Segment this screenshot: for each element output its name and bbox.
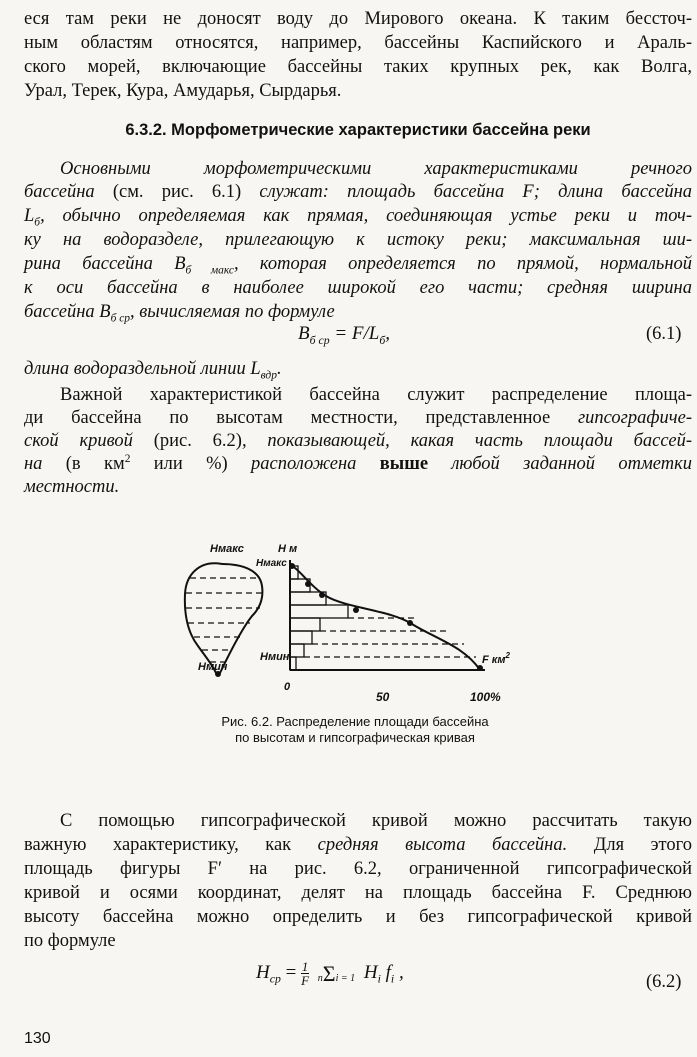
text-line: Важной характеристикой бассейна служит распределение площа- (60, 385, 692, 405)
tick-50: 50 (376, 690, 390, 704)
sum-upper: n (317, 972, 323, 984)
text-span: . (276, 359, 282, 379)
label-hmin-axis: Hмин (260, 651, 290, 663)
label-hmax-axis: Hмакс (256, 558, 287, 569)
formula-6-1 (298, 322, 390, 346)
subscript: б макс (185, 264, 234, 277)
formula-part: = F/L (329, 323, 380, 344)
subscript: б ср (110, 312, 131, 325)
text-line: кривой и осями координат, делят на площадь бассейна F. Среднюю (24, 883, 692, 903)
text-span: (рис. 6.2) (132, 431, 242, 451)
text-line: местности. (24, 477, 120, 497)
label-f-km (482, 651, 511, 666)
label-f-text: F км (482, 654, 506, 666)
label-f-sup: 2 (505, 651, 510, 660)
text-span: , обычно определяемая как прямая, соединяющая устье реки и точ- (40, 206, 692, 226)
curve-points (289, 563, 483, 671)
text-span: ской кривой (24, 431, 133, 451)
text-line (24, 430, 692, 452)
text-line: площадь фигуры F′ на рис. 6.2, ограниченной гипсографической (24, 859, 692, 879)
formula-part: f (380, 961, 391, 983)
summation (317, 960, 356, 986)
text-span: расположена (251, 454, 380, 474)
text-span: или %) (130, 454, 251, 474)
basin-contour-lines (186, 578, 262, 662)
text-span: , которая определяется по прямой, нормальной (233, 254, 693, 274)
text-line (24, 358, 692, 380)
text-span: любой заданной отметки (428, 454, 693, 474)
text-span: бассейна (24, 182, 95, 202)
label-hm: H м (278, 543, 298, 555)
formula-part: , (394, 961, 404, 983)
tick-0: 0 (284, 681, 291, 693)
text-line: к оси бассейна в наиболее широкой его части; средняя ширина (24, 278, 692, 298)
subscript: i (377, 972, 381, 986)
label-hmax-left: Hмакс (210, 543, 244, 555)
text-span: бассейна B (24, 302, 111, 322)
fraction-denominator: F (301, 973, 310, 988)
text-line (24, 181, 692, 203)
text-span-bold: выше (379, 454, 429, 474)
fraction-numerator: 1 (301, 959, 309, 974)
text-span: (см. рис. 6.1) (94, 182, 260, 202)
formula-part: H (256, 961, 270, 983)
figure-caption-line: по высотам и гипсографическая кривая (235, 730, 475, 745)
text-span: , показывающей, какая часть площади бассей- (241, 431, 692, 451)
basin-outline-right (220, 564, 262, 673)
text-line (24, 407, 692, 429)
sum-symbol: Σ (322, 960, 336, 986)
fraction (301, 960, 309, 987)
text-line (24, 453, 692, 475)
equation-number: (6.1) (646, 324, 682, 344)
bar-extension-lines (296, 618, 485, 670)
text-line: С помощью гипсографической кривой можно рассчитать такую (60, 811, 692, 831)
subscript: вдр (260, 369, 277, 382)
text-line (24, 253, 692, 275)
formula-part: H (363, 961, 378, 983)
label-hmin-left: Hмин (198, 661, 228, 673)
subscript: б (379, 333, 386, 347)
text-line: ным областям относятся, например, бассейны Каспийского и Араль- (24, 33, 692, 53)
text-line (24, 834, 692, 856)
text-span: средняя высота бассейна. (317, 835, 568, 855)
text-span: Для этого (567, 835, 692, 855)
sum-lower: i = 1 (335, 972, 356, 984)
subscript: i (390, 972, 395, 986)
text-span: гипсографиче- (577, 408, 692, 428)
text-span: , вычисляемая по формуле (130, 302, 335, 322)
formula-part: = (280, 961, 302, 983)
formula-6-2 (256, 960, 404, 987)
equation-number: (6.2) (646, 972, 682, 992)
superscript: 2 (124, 452, 131, 465)
section-heading: 6.3.2. Морфометрические характеристики бассейна реки (125, 121, 591, 139)
text-span: ди бассейна по высотам местности, представленное (24, 408, 578, 428)
figure-tick-row (0, 690, 697, 708)
text-line: по формуле (24, 931, 116, 951)
text-span: важную характеристику, как (24, 835, 318, 855)
text-span: рина бассейна B (24, 254, 186, 274)
text-span: на (24, 454, 43, 474)
page-number: 130 (24, 1030, 51, 1047)
text-line: еся там реки не доносят воду до Мирового океана. К таким бессточ- (24, 9, 692, 29)
formula-part: B (298, 323, 310, 344)
text-line: высоту бассейна можно определить и без гипсографической кривой (24, 907, 692, 927)
subscript: ср (269, 972, 281, 986)
text-line: Урал, Терек, Кура, Амударья, Сырдарья. (24, 81, 342, 101)
area-bars (290, 566, 348, 670)
figure-caption-line: Рис. 6.2. Распределение площади бассейна (221, 714, 489, 729)
formula-part: , (385, 323, 391, 344)
subscript: б (34, 216, 41, 229)
text-line (24, 205, 692, 227)
text-span: служат: площадь бассейна F; длина бассейна (259, 182, 693, 202)
subscript: б ср (309, 333, 330, 347)
hypsographic-figure (160, 538, 540, 693)
text-line: ку на водоразделе, прилегающую к истоку реки; максимальная ши- (24, 230, 692, 250)
text-line: Основными морфометрическими характеристиками речного (60, 159, 692, 179)
text-line: ского морей, включающие бассейны таких крупных рек, как Волга, (24, 57, 692, 77)
tick-100: 100% (470, 690, 501, 704)
text-span: длина водораздельной линии L (24, 359, 261, 379)
basin-outline-left (185, 563, 222, 673)
text-line (24, 301, 692, 323)
text-span: L (24, 206, 35, 226)
text-span: (в км (42, 454, 125, 474)
